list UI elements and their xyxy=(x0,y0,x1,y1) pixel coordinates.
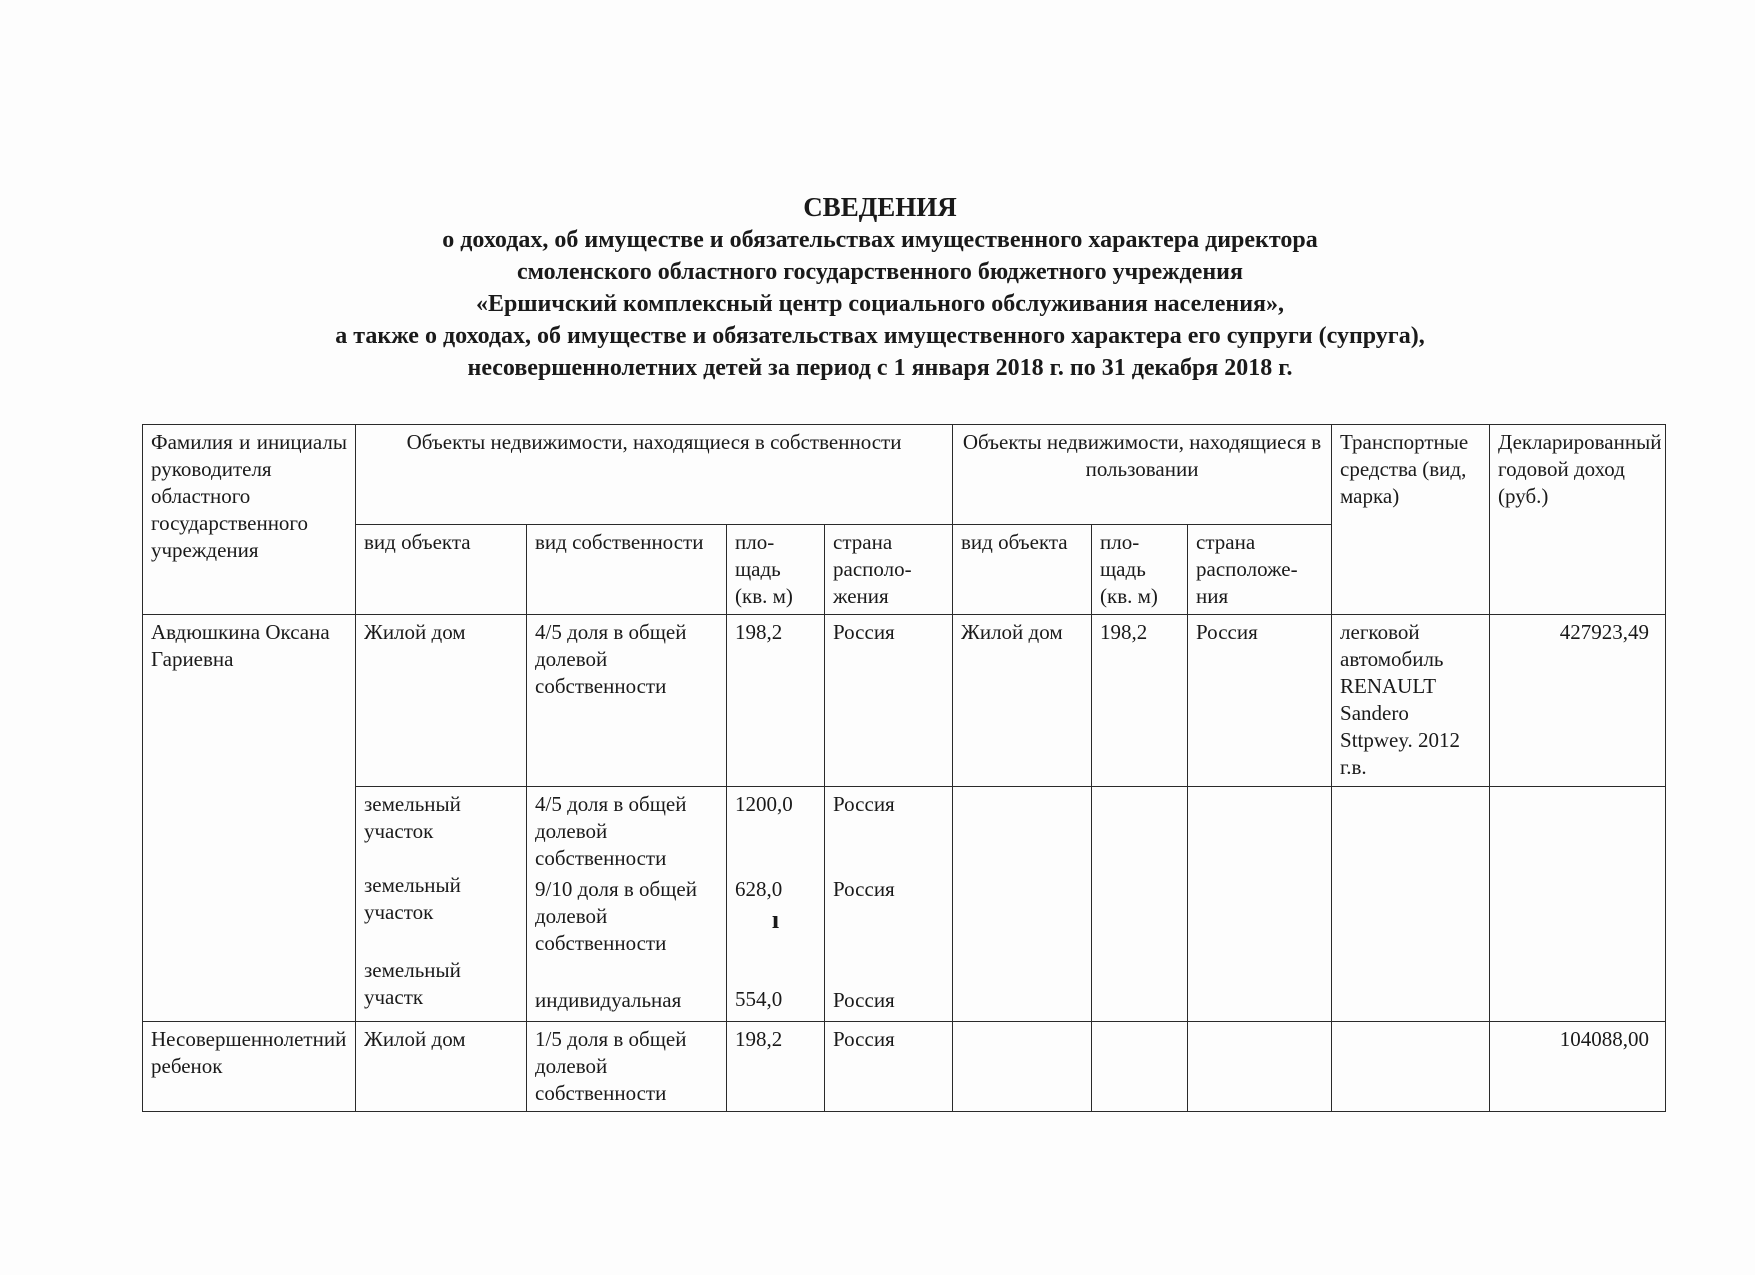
header-owned-objects: Объекты недвижимости, находящиеся в собственности xyxy=(356,425,953,525)
header-row-1 xyxy=(143,425,1666,525)
header-owned-type: вид объекта xyxy=(356,525,527,615)
title-line-3: «Ершичский комплексный центр социального обслуживания населения», xyxy=(475,291,1285,317)
header-name: Фамилия и инициалы руководителя областного государственного учреждения xyxy=(143,425,356,615)
empty-cell xyxy=(1092,787,1188,1022)
person-name-cell: Несовершеннолетний ребенок xyxy=(143,1022,356,1112)
owned-country-cell: Россия xyxy=(825,1022,953,1112)
used-country-cell: Россия xyxy=(1188,615,1332,787)
land-type-3: земельный участк xyxy=(364,958,461,1009)
header-used-country: страна расположе-ния xyxy=(1188,525,1332,615)
person-name-cell: Авдюшкина Оксана Гариевна xyxy=(143,615,356,1022)
owned-area-cell: 198,2 xyxy=(727,1022,825,1112)
land-ownership-1: 4/5 доля в общей долевой собственности xyxy=(535,792,687,870)
land-country-1: Россия xyxy=(833,792,895,816)
table-row xyxy=(143,787,1666,1022)
land-ownership-cell xyxy=(527,787,727,1022)
income-cell: 427923,49 xyxy=(1490,615,1666,787)
land-country-cell xyxy=(825,787,953,1022)
used-area-cell: 198,2 xyxy=(1092,615,1188,787)
header-used-type: вид объекта xyxy=(953,525,1092,615)
transport-cell: легковой автомобиль RENAULT Sandero Sttpwey. 2012 г.в. xyxy=(1332,615,1490,787)
land-ownership-2: 9/10 доля в общей долевой собственности xyxy=(535,877,697,955)
header-used-objects: Объекты недвижимости, находящиеся в пользовании xyxy=(953,425,1332,525)
header-owned-country: страна располо-жения xyxy=(825,525,953,615)
income-cell: 104088,00 xyxy=(1490,1022,1666,1112)
land-area-1: 1200,0 xyxy=(735,792,793,816)
document-title-block xyxy=(200,190,1560,384)
land-area-cell xyxy=(727,787,825,1022)
land-area-3: 554,0 xyxy=(735,987,783,1011)
declaration-table xyxy=(142,424,1666,1112)
land-ownership-3: индивидуальная xyxy=(535,988,682,1012)
land-type-cell xyxy=(356,787,527,1022)
used-type-cell: Жилой дом xyxy=(953,615,1092,787)
empty-cell xyxy=(1332,1022,1490,1112)
title-line-5: несовершеннолетних детей за период с 1 января 2018 г. по 31 декабря 2018 г. xyxy=(467,355,1293,381)
header-owned-area: пло-щадь (кв. м) xyxy=(727,525,825,615)
header-income: Декларированный годовой доход (руб.) xyxy=(1490,425,1666,615)
land-type-2: земельный участок xyxy=(364,873,461,924)
title-line-2: смоленского областного государственного бюджетного учреждения xyxy=(517,259,1243,285)
owned-type-cell: Жилой дом xyxy=(356,1022,527,1112)
document-heading: СВЕДЕНИЯ xyxy=(803,192,957,222)
table-row xyxy=(143,1022,1666,1112)
land-type-1: земельный участок xyxy=(364,792,461,843)
table-row xyxy=(143,615,1666,787)
land-country-2: Россия xyxy=(833,877,895,901)
owned-ownership-cell: 4/5 доля в общей долевой собственности xyxy=(527,615,727,787)
empty-cell xyxy=(953,1022,1092,1112)
owned-area-cell: 198,2 xyxy=(727,615,825,787)
owned-ownership-cell: 1/5 доля в общей долевой собственности xyxy=(527,1022,727,1112)
empty-cell xyxy=(1092,1022,1188,1112)
empty-cell xyxy=(1332,787,1490,1022)
owned-type-cell: Жилой дом xyxy=(356,615,527,787)
empty-cell xyxy=(1188,1022,1332,1112)
empty-cell xyxy=(953,787,1092,1022)
empty-cell xyxy=(1490,787,1666,1022)
handwritten-tick-mark: ı xyxy=(771,905,780,934)
land-area-2: 628,0 xyxy=(735,877,783,901)
title-line-1: о доходах, об имуществе и обязательствах имущественного характера директора xyxy=(442,227,1318,253)
header-owned-ownership: вид собственности xyxy=(527,525,727,615)
header-transport: Транспортные средства (вид, марка) xyxy=(1332,425,1490,615)
title-line-4: а также о доходах, об имуществе и обязательствах имущественного характера его супруги (супруга), xyxy=(335,323,1425,349)
land-country-3: Россия xyxy=(833,988,895,1012)
header-used-area: пло-щадь (кв. м) xyxy=(1092,525,1188,615)
empty-cell xyxy=(1188,787,1332,1022)
owned-country-cell: Россия xyxy=(825,615,953,787)
